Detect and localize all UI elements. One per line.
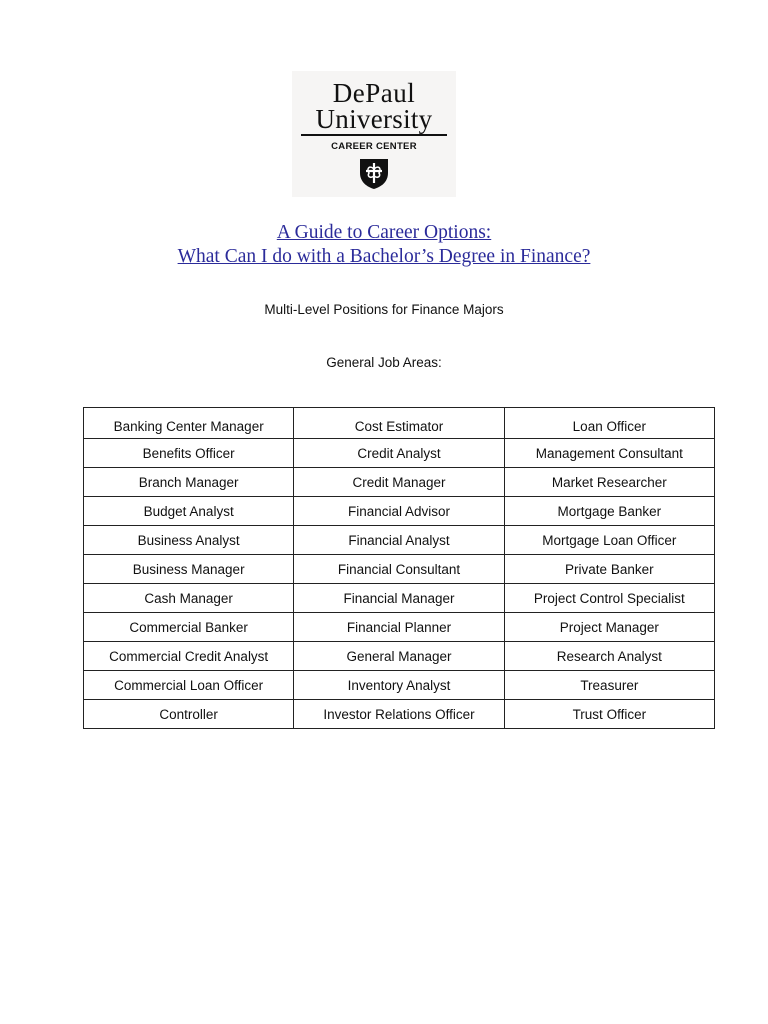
job-title-cell: Credit Manager [294, 468, 504, 497]
guide-subtitle-question: What Can I do with a Bachelor’s Degree in Finance? [177, 246, 591, 267]
logo-rule [301, 134, 447, 136]
job-title-cell: Budget Analyst [84, 497, 294, 526]
table-row [84, 439, 715, 468]
table-row [84, 468, 715, 497]
general-job-areas-label: General Job Areas: [326, 355, 442, 370]
job-title-cell: Business Manager [84, 555, 294, 584]
job-title-cell: Branch Manager [84, 468, 294, 497]
job-title-cell: Banking Center Manager [84, 408, 294, 439]
job-title-cell: Inventory Analyst [294, 671, 504, 700]
job-title-cell: Financial Consultant [294, 555, 504, 584]
job-areas-table [83, 407, 715, 729]
logo-line-career-center: CAREER CENTER [331, 141, 417, 152]
job-title-cell: Financial Analyst [294, 526, 504, 555]
table-row [84, 700, 715, 729]
job-title-cell: General Manager [294, 642, 504, 671]
job-title-cell: Management Consultant [504, 439, 714, 468]
job-title-cell: Research Analyst [504, 642, 714, 671]
job-title-cell: Financial Manager [294, 584, 504, 613]
table-row [84, 526, 715, 555]
job-title-cell: Mortgage Loan Officer [504, 526, 714, 555]
job-title-cell: Commercial Loan Officer [84, 671, 294, 700]
guide-title: A Guide to Career Options: [276, 222, 492, 243]
job-title-cell: Mortgage Banker [504, 497, 714, 526]
table-row [84, 613, 715, 642]
table-row [84, 584, 715, 613]
table-row [84, 408, 715, 439]
job-title-cell: Trust Officer [504, 700, 714, 729]
job-title-cell: Financial Advisor [294, 497, 504, 526]
job-title-cell: Commercial Credit Analyst [84, 642, 294, 671]
job-title-cell: Controller [84, 700, 294, 729]
job-areas-table-body [84, 408, 715, 729]
job-title-cell: Cost Estimator [294, 408, 504, 439]
logo-line-university: University [315, 104, 433, 134]
job-title-cell: Financial Planner [294, 613, 504, 642]
depaul-logo [292, 71, 456, 197]
job-title-cell: Loan Officer [504, 408, 714, 439]
job-title-cell: Project Control Specialist [504, 584, 714, 613]
job-title-cell: Commercial Banker [84, 613, 294, 642]
job-title-cell: Investor Relations Officer [294, 700, 504, 729]
job-title-cell: Project Manager [504, 613, 714, 642]
table-row [84, 671, 715, 700]
table-row [84, 642, 715, 671]
job-title-cell: Business Analyst [84, 526, 294, 555]
job-title-cell: Treasurer [504, 671, 714, 700]
job-title-cell: Private Banker [504, 555, 714, 584]
table-row [84, 555, 715, 584]
job-title-cell: Benefits Officer [84, 439, 294, 468]
job-title-cell: Cash Manager [84, 584, 294, 613]
job-title-cell: Credit Analyst [294, 439, 504, 468]
university-seal-icon [292, 156, 456, 195]
job-title-cell: Market Researcher [504, 468, 714, 497]
table-row [84, 497, 715, 526]
positions-subtitle: Multi-Level Positions for Finance Majors [264, 302, 504, 317]
logo-line-depaul: DePaul [332, 78, 416, 108]
